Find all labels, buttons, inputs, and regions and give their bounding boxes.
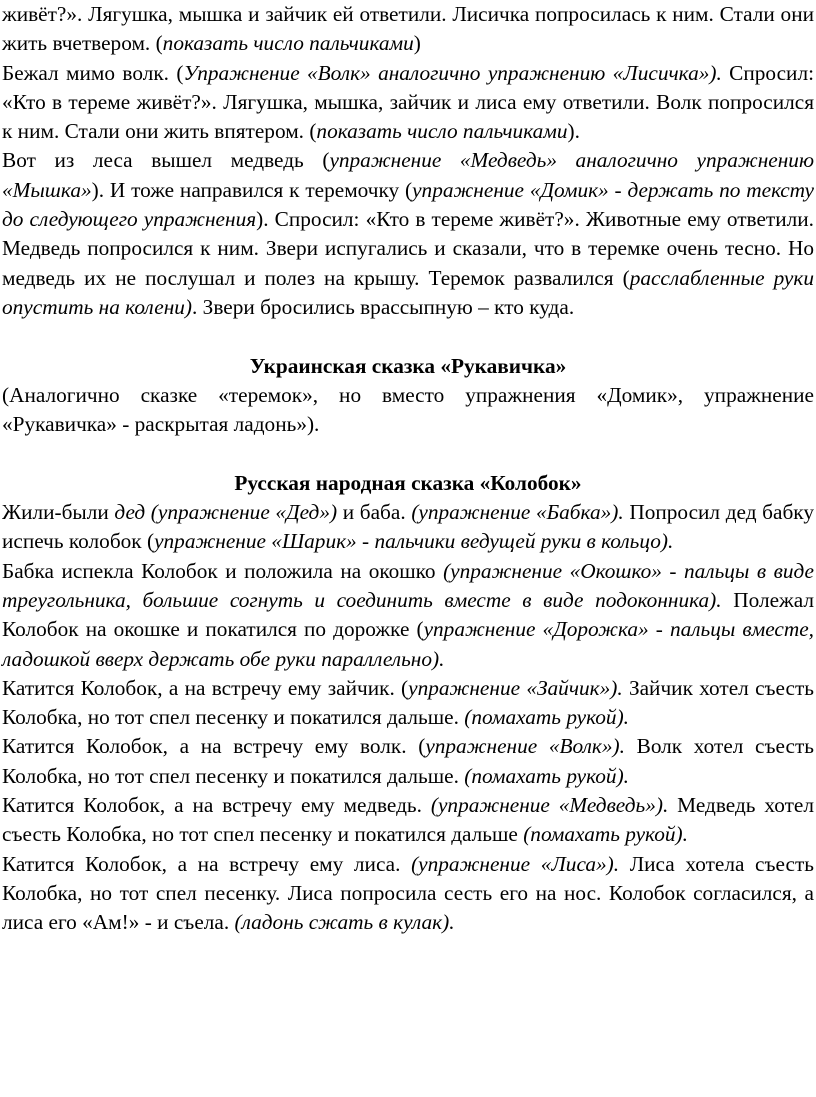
story-text: Лиса хотела съесть Колобка, но тот спел песенку. Лиса попросила сесть его на нос. Колобок согласился, а лиса его «Ам!» - и съела. [2, 851, 814, 935]
section-heading: Русская народная сказка «Колобок» [234, 470, 582, 495]
story-text: ). [567, 119, 580, 144]
story-text: Зайчик хотел съесть Колобка, но тот спел песенку и покатился дальше. [2, 675, 814, 730]
exercise-instruction: упражнение «Медведь» аналогично упражнению «Мышка» [2, 148, 814, 202]
paragraph [2, 850, 814, 938]
story-text: Полежал Колобок на окошке и покатился по дорожке ( [2, 587, 815, 642]
story-text: Бежал мимо волк. ( [2, 60, 184, 85]
exercise-instruction: упражнение «Зайчик»). [408, 675, 623, 700]
section-teremok [2, 0, 814, 322]
exercise-instruction: (ладонь сжать в кулак). [234, 910, 455, 935]
story-text: Вот из леса вышел медведь ( [2, 148, 330, 173]
exercise-instruction: (упражнение «Бабка»). [411, 500, 624, 525]
exercise-instruction: показать число пальчиками [162, 31, 414, 56]
exercise-instruction: дед (упражнение «Дед») [114, 500, 338, 525]
story-text: и баба. [337, 500, 412, 525]
story-text: ) [413, 31, 421, 56]
exercise-instruction: (помахать рукой). [464, 705, 629, 730]
exercise-instruction: упражнение «Шарик» - пальчики ведущей руки в кольцо). [154, 529, 674, 554]
exercise-instruction: (упражнение «Окошко» - пальцы в виде треугольника, большие согнуть и соединить вместе в виде подоконника). [2, 558, 814, 612]
exercise-instruction: упражнение «Домик» - держать по тексту до следующего упражнения [2, 177, 814, 232]
paragraph [2, 791, 814, 850]
paragraph [2, 381, 814, 440]
story-text: Спросил: «Кто в тереме живёт?». Лягушка, мышка, зайчик и лиса ему ответили. Волк попросился к ним. Стали они жить впятером. ( [2, 60, 814, 144]
paragraph [2, 674, 814, 733]
spacer [2, 322, 814, 351]
story-text: Бабка испекла Колобок и положила на окошко [2, 558, 444, 583]
story-text: . Звери бросились врассыпную – кто куда. [192, 294, 575, 319]
exercise-instruction: (помахать рукой). [523, 822, 688, 847]
exercise-instruction: расслабленные руки опустить на колени) [2, 265, 814, 319]
story-text: Катится Колобок, а на встречу ему лиса. [2, 851, 412, 876]
story-text: Катится Колобок, а на встречу ему зайчик. ( [2, 675, 409, 700]
exercise-instruction: упражнение «Волк»). [425, 734, 625, 759]
spacer [2, 439, 814, 468]
story-text: Попросил дед бабку испечь колобок ( [2, 500, 815, 554]
exercise-instruction: (помахать рукой). [464, 763, 629, 788]
exercise-instruction: (упражнение «Лиса»). [411, 851, 620, 876]
exercise-instruction: упражнение «Дорожка» - пальцы вместе, ладошкой вверх держать обе руки параллельно). [2, 617, 814, 671]
story-text: живёт?». Лягушка, мышка и зайчик ей ответили. Лисичка попросилась к ним. Стали они жить вчетвером. ( [2, 2, 814, 56]
story-text: Катится Колобок, а на встречу ему медведь. [2, 793, 431, 818]
exercise-instruction: показать число пальчиками [316, 119, 568, 144]
section-heading: Украинская сказка «Рукавичка» [249, 353, 567, 378]
exercise-instruction: Упражнение «Волк» аналогично упражнению «Лисичка»). [183, 60, 722, 85]
story-text: Медведь хотел съесть Колобка, но тот спел песенку и покатился дальше [2, 793, 814, 847]
exercise-instruction: (упражнение «Медведь»). [430, 793, 669, 818]
section-kolobok [2, 469, 814, 938]
story-text: Катится Колобок, а на встречу ему волк. ( [2, 734, 426, 759]
story-text: ). Спросил: «Кто в тереме живёт?». Животные ему ответили. Медведь попросился к ним. Звери испугались и сказали, что в теремке очень тесно. Но медведь их не послушал и полез на крышу. Теремок развалился ( [2, 207, 814, 290]
story-text: (Аналогично сказке «теремок», но вместо упражнения «Домик», упражнение «Рукавичка» - раскрытая ладонь»). [2, 382, 814, 437]
paragraph [2, 146, 814, 322]
paragraph [2, 557, 814, 674]
section-rukavichka [2, 352, 814, 440]
paragraph [2, 732, 814, 791]
story-text: ). И тоже направился к теремочку ( [91, 177, 413, 202]
paragraph [2, 59, 814, 147]
paragraph [2, 498, 814, 557]
paragraph [2, 0, 814, 59]
story-text: Жили-были [2, 500, 115, 525]
story-text: Волк хотел съесть Колобка, но тот спел песенку и покатился дальше. [2, 734, 814, 788]
